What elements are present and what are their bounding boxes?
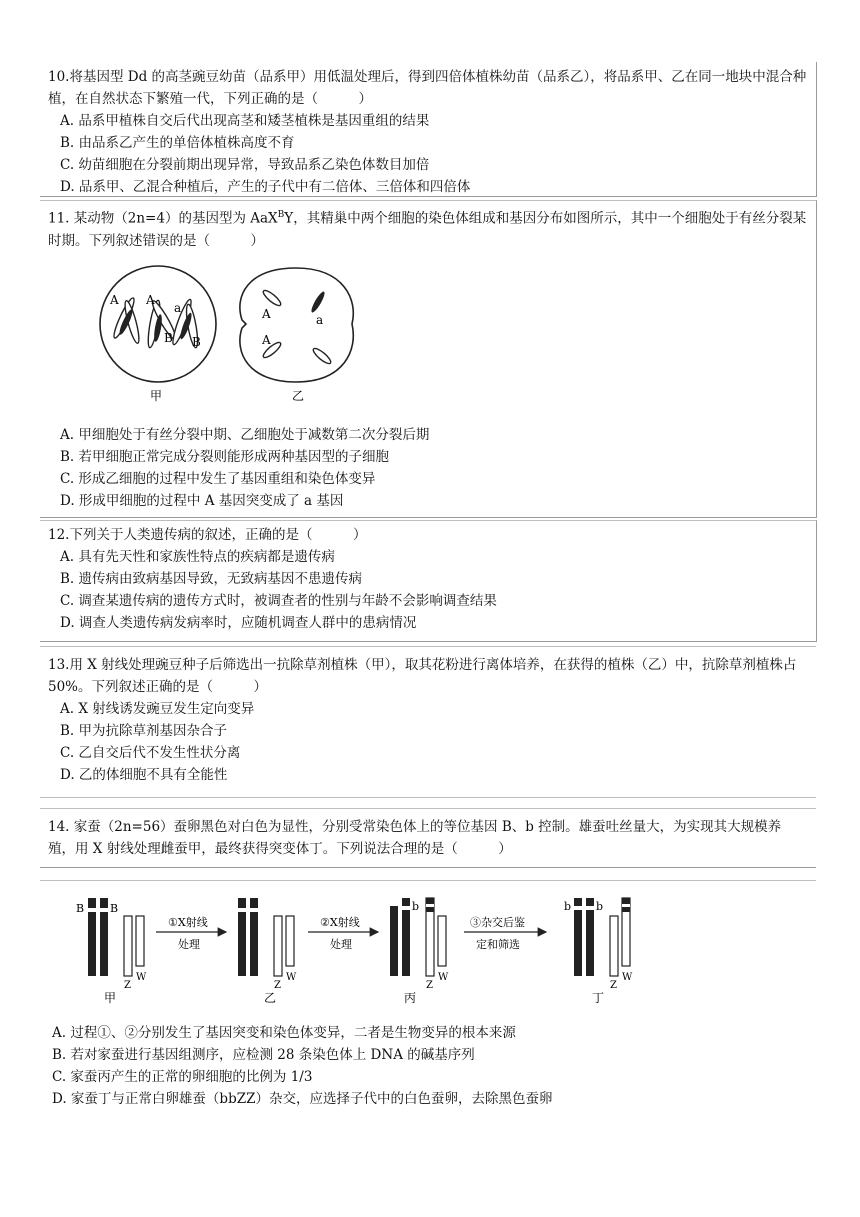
gene-A-3: A [262,307,271,321]
option-c: C. 家蚕丙产生的正常的卵细胞的比例为 1/3 [52,1069,313,1085]
silkworm-mutation-figure [72,888,652,1008]
option-c: C. 形成乙细胞的过程中发生了基因重组和染色体变异 [60,471,376,487]
question-stem [48,204,808,252]
step2-line2: 处理 [330,938,352,951]
silkworm-bing [390,898,449,1005]
chrom-W: W [622,972,633,983]
step2-line1: ②X射线 [320,916,360,929]
question-stem: 13.用 X 射线处理豌豆种子后筛选出一抗除草剂植株（甲），取其花粉进行离体培养，在获得的植株（乙）中，抗除草剂植株占 50%。下列叙述正确的是（ ） [48,657,797,695]
option-d: D. 调查人类遗传病发病率时，应随机调查人群中的患病情况 [60,615,417,631]
cell-label-yi: 乙 [292,389,305,403]
option-c: C. 幼苗细胞在分裂前期出现异常，导致品系乙染色体数目加倍 [60,157,430,173]
option-b: B. 甲为抗除草剂基因杂合子 [60,723,228,739]
label-bing: 丙 [404,991,417,1005]
label-yi: 乙 [264,991,277,1005]
silkworm-jia [76,898,147,1005]
question-11-options [48,424,808,512]
gene-B-1: B [164,331,173,345]
option-c: C. 调查某遗传病的遗传方式时，被调查者的性别与年龄不会影响调查结果 [60,593,497,609]
arrow-step-1 [156,915,226,951]
option-a: A. X 射线诱发豌豆发生定向变异 [60,701,255,717]
question-stem: 14. 家蚕（2n=56）蚕卵黑色对白色为显性，分别受常染色体上的等位基因 B、b 控制。雄蚕吐丝量大，为实现其大规模养殖，用 X 射线处理雌蚕甲，最终获得突变体丁。下列说法合理的是（ ） [48,819,782,857]
question-13 [48,654,808,786]
option-b: B. 由品系乙产生的单倍体植株高度不育 [60,135,295,151]
gene-b-right: b [596,900,604,913]
option-a: A. 品系甲植株自交后代出现高茎和矮茎植株是基因重组的结果 [60,113,430,129]
question-12 [48,524,808,634]
step1-line2: 处理 [178,938,200,951]
question-14 [48,816,808,860]
step1-line1: ①X射线 [168,916,208,929]
step3-line2: 定和筛选 [476,938,520,951]
chrom-Z: Z [124,980,131,991]
gene-a-1: a [174,301,182,315]
option-d: D. 乙的体细胞不具有全能性 [60,767,228,783]
question-10 [48,66,808,198]
q14-fig-frame [40,880,816,881]
cell-label-jia: 甲 [150,389,163,403]
arrow-step-3 [464,915,546,951]
gene-A-1: A [110,293,119,307]
option-c: C. 乙自交后代不发生性状分离 [60,745,241,761]
option-d: D. 形成甲细胞的过程中 A 基因突变成了 a 基因 [60,493,344,509]
question-stem: 10.将基因型 Dd 的高茎豌豆幼苗（品系甲）用低温处理后，得到四倍体植株幼苗（品系乙），将品系甲、乙在同一地块中混合种植，在自然状态下繁殖一代，下列正确的是（ ） [48,69,807,107]
chrom-W: W [286,972,297,983]
step3-line1: ③杂交后鉴 [470,916,525,929]
option-d: D. 品系甲、乙混合种植后，产生的子代中有二倍体、三倍体和四倍体 [60,179,471,195]
question-stem: 12.下列关于人类遗传病的叙述，正确的是（ ） [48,527,367,543]
option-b: B. 若对家蚕进行基因组测序，应检测 28 条染色体上 DNA 的碱基序列 [52,1047,475,1063]
option-a: A. 过程①、②分别发生了基因突变和染色体变异，二者是生物变异的根本来源 [52,1025,516,1041]
silkworm-yi [238,898,297,1005]
chrom-Z: Z [274,980,281,991]
label-ding: 丁 [592,991,605,1005]
cell-division-figure [96,262,366,412]
question-14-options [48,1022,808,1110]
chrom-W: W [136,972,147,983]
gene-B-left: B [76,902,85,915]
option-a: A. 具有先天性和家族性特点的疾病都是遗传病 [60,549,335,565]
gene-b: b [412,900,420,913]
chrom-W: W [438,972,449,983]
label-jia: 甲 [104,991,117,1005]
stem-superscript: B [277,210,285,220]
question-11 [48,204,808,252]
chrom-Z: Z [610,980,617,991]
gene-A-4: A [262,333,271,347]
option-b: B. 遗传病由致病基因导致，无致病基因不患遗传病 [60,571,363,587]
chrom-Z: Z [426,980,433,991]
gene-a-2: a [316,313,324,327]
option-a: A. 甲细胞处于有丝分裂中期、乙细胞处于减数第二次分裂后期 [60,427,430,443]
stem-part-a: 11. 某动物（2n=4）的基因型为 AaX [48,210,278,227]
cell-jia [100,266,216,403]
arrow-step-2 [308,915,378,951]
option-d: D. 家蚕丁与正常白卵雄蚕（bbZZ）杂交，应选择子代中的白色蚕卵，去除黑色蚕卵 [52,1091,553,1107]
cell-yi [240,268,353,403]
stem-part-b: Y，其精巢中两个细胞的染色体组成和基因分布如图所示，其中一个细胞处于有丝分裂某时期。下列叙述错误的是（ ） [48,210,807,249]
gene-B-2: B [192,335,201,349]
option-b: B. 若甲细胞正常完成分裂则能形成两种基因型的子细胞 [60,449,390,465]
gene-A-2: A [146,293,155,307]
silkworm-ding [564,898,633,1005]
gene-B-right: B [110,902,119,915]
gene-b-left: b [564,900,572,913]
